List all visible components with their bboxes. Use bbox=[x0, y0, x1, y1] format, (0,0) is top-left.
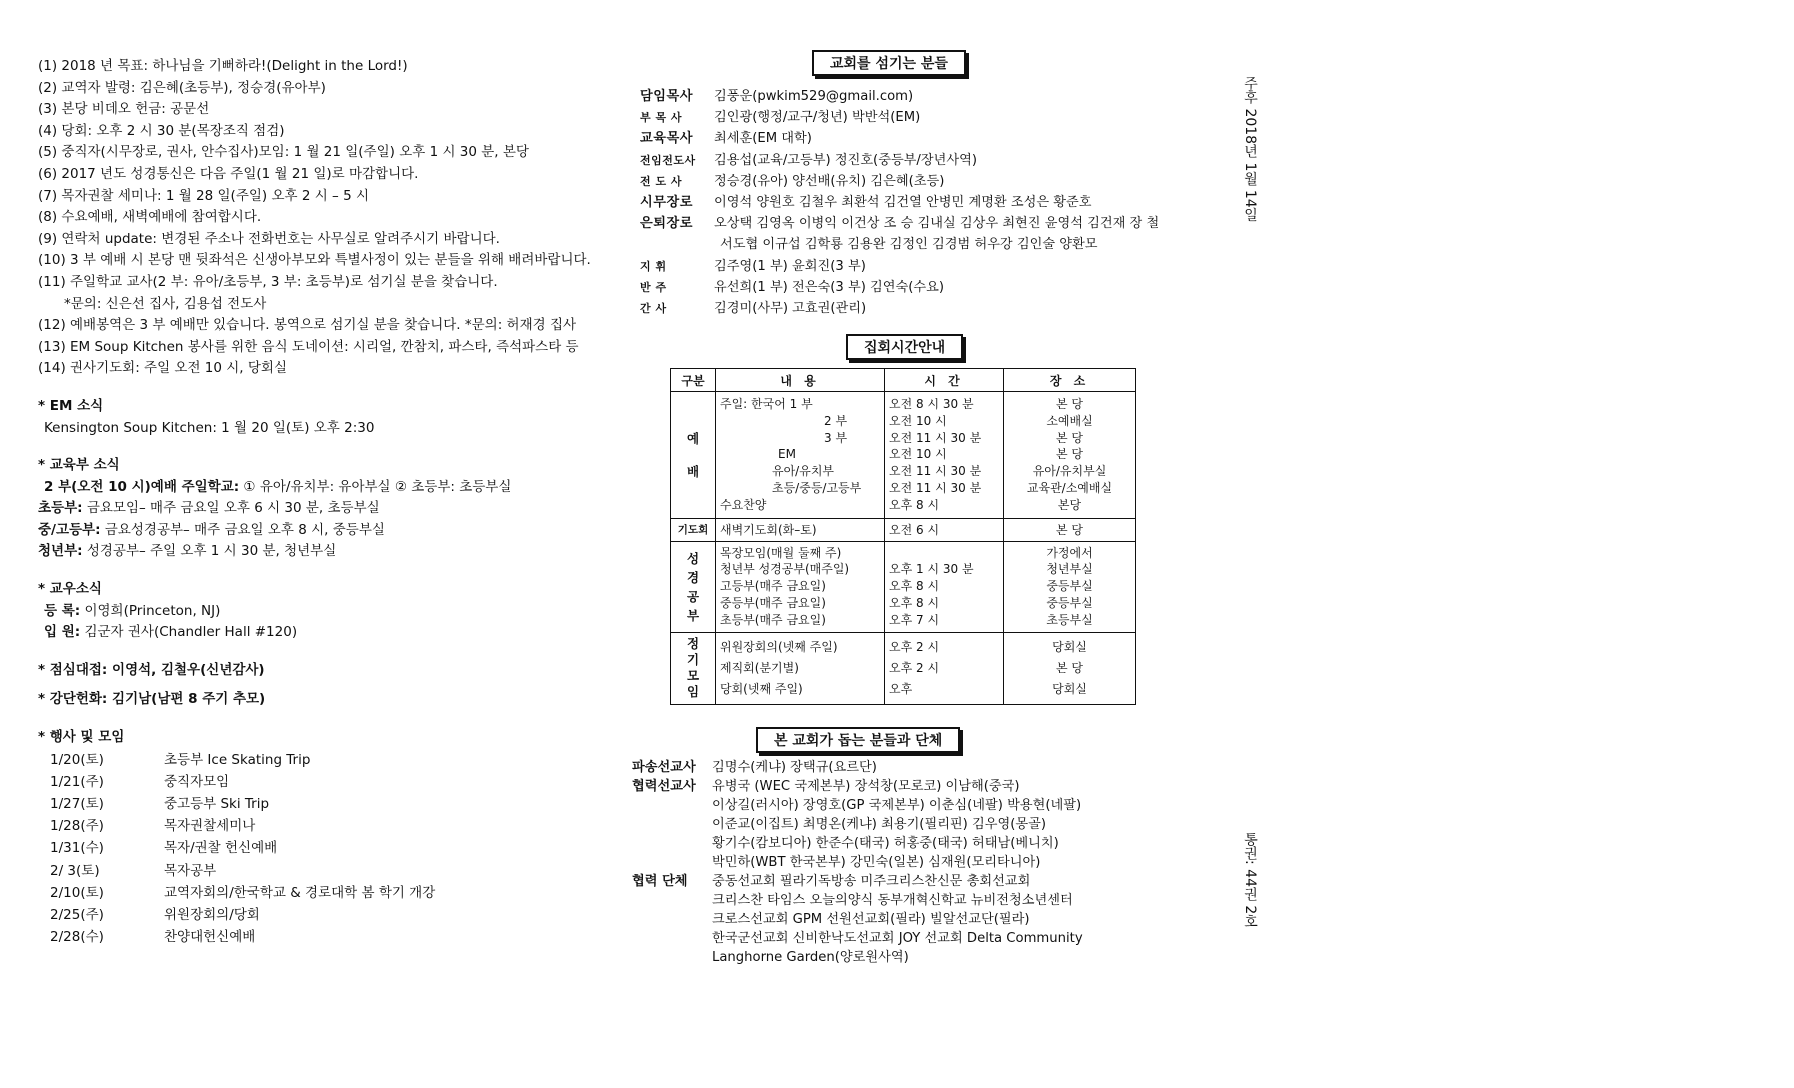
worship-content bbox=[716, 392, 885, 519]
staff-row bbox=[640, 192, 1200, 213]
dispatch-missionary-row bbox=[632, 758, 1212, 777]
edu-line-2-label: 초등부: bbox=[38, 500, 83, 517]
staff-role: 부 목 사 bbox=[640, 111, 683, 125]
bulletin-volume: 통권: 44권 2호 bbox=[1242, 832, 1258, 929]
event-row bbox=[38, 860, 598, 882]
event-date: 1/27(토) bbox=[50, 796, 104, 812]
bible-item: 중등부(매주 금요일) bbox=[720, 595, 826, 610]
event-date: 2/ 3(토) bbox=[50, 862, 100, 879]
partner-org-row bbox=[632, 910, 1212, 929]
event-date: 1/20(토) bbox=[50, 751, 104, 768]
flowers-label: * 강단헌화: bbox=[38, 691, 108, 708]
event-desc: 목자권찰세미나 bbox=[164, 818, 256, 835]
partner-missionary-label bbox=[632, 815, 712, 834]
meeting-places bbox=[1004, 632, 1136, 704]
announcement-item: (10) 3 부 예배 시 본당 맨 뒷좌석은 신생아부모와 특별사정이 있는 분들을 위해 배려바랍니다. bbox=[38, 252, 591, 269]
missions-title: 본 교회가 돕는 분들과 단체 bbox=[756, 727, 960, 753]
partner-missionary-label bbox=[632, 796, 712, 815]
meeting-time: 오후 2 시 bbox=[889, 639, 940, 654]
partner-org-item: 한국군선교회 신비한낙도선교회 JOY 선교회 Delta Community bbox=[712, 931, 1083, 946]
event-desc: 목자공부 bbox=[164, 862, 217, 879]
staff-names: 정승경(유아) 양선배(유치) 김은혜(초등) bbox=[714, 173, 945, 189]
event-desc: 중고등부 Ski Trip bbox=[164, 796, 270, 812]
staff-names: 김경미(사무) 고효권(관리) bbox=[714, 300, 867, 316]
announcement-item: (9) 연락처 update: 변경된 주소나 전화번호는 사무실로 알려주시기 바랍니다. bbox=[38, 230, 500, 247]
staff-row bbox=[640, 256, 1200, 277]
worship-item: 수요찬양 bbox=[720, 497, 767, 512]
worship-place: 유아/유치부실 bbox=[1032, 464, 1107, 479]
event-date: 1/21(주) bbox=[50, 773, 104, 790]
staff-names: 김풍운(pwkim529@gmail.com) bbox=[714, 89, 914, 104]
meeting-place: 당회실 bbox=[1052, 639, 1087, 654]
staff-names: 유선희(1 부) 전은숙(3 부) 김연숙(수요) bbox=[714, 279, 945, 295]
bible-place: 중등부실 bbox=[1046, 579, 1093, 594]
staff-role: 전 도 사 bbox=[640, 174, 683, 188]
partner-missionary-row bbox=[632, 853, 1212, 872]
staff-role: 지 휘 bbox=[640, 259, 667, 273]
bible-item: 청년부 성경공부(매주일) bbox=[720, 562, 850, 577]
flowers-value: 김기남(남편 8 주기 추모) bbox=[107, 691, 266, 708]
staff-role bbox=[640, 234, 720, 255]
bible-item: 목장모임(매월 둘째 주) bbox=[720, 545, 842, 560]
worship-item: 3 부 bbox=[824, 430, 848, 445]
staff-title: 교회를 섬기는 분들 bbox=[812, 50, 966, 76]
bible-content bbox=[716, 541, 885, 632]
event-row bbox=[38, 749, 598, 771]
header-content: 내 용 bbox=[716, 369, 885, 392]
dispatch-missionary-item: 김명수(케냐) 장택규(요르단) bbox=[712, 760, 877, 775]
announcement-item: (3) 본당 비데오 헌금: 공문선 bbox=[38, 101, 210, 118]
bible-places bbox=[1004, 541, 1136, 632]
dispatch-missionary-label: 파송선교사 bbox=[632, 760, 696, 775]
members-news-title: * 교우소식 bbox=[38, 581, 102, 598]
worship-place: 본당 bbox=[1057, 497, 1082, 512]
staff-role: 교육목사 bbox=[640, 131, 693, 147]
dawn-time: 오전 6 시 bbox=[885, 518, 1004, 541]
worship-item: EM bbox=[778, 447, 796, 462]
worship-time: 오전 10 시 bbox=[889, 413, 947, 428]
announcement-item: (1) 2018 년 목표: 하나님을 기뻐하라!(Delight in the Lord!) bbox=[38, 58, 408, 74]
event-row bbox=[38, 882, 598, 904]
edu-line-3-text: 금요성경공부– 매주 금요일 오후 8 시, 중등부실 bbox=[100, 521, 385, 538]
dawn-place: 본 당 bbox=[1004, 518, 1136, 541]
event-desc: 목자/권찰 헌신예배 bbox=[164, 840, 278, 857]
staff-names: 김인광(행정/교구/청년) 박반석(EM) bbox=[714, 110, 921, 126]
worship-time: 오후 8 시 bbox=[889, 497, 940, 512]
staff-row bbox=[640, 213, 1200, 234]
staff-row bbox=[640, 277, 1200, 298]
em-news-line: Kensington Soup Kitchen: 1 월 20 일(토) 오후 2:30 bbox=[44, 419, 375, 436]
schedule-title: 집회시간안내 bbox=[846, 334, 963, 360]
worship-time: 오전 11 시 30 분 bbox=[889, 464, 982, 479]
partner-org-item: 중동선교회 필라기독방송 미주크리스찬신문 총회선교회 bbox=[712, 874, 1031, 889]
registration-label: 등 록: bbox=[44, 602, 81, 619]
event-desc: 찬양대헌신예배 bbox=[164, 929, 256, 946]
bible-place: 청년부실 bbox=[1046, 562, 1093, 577]
bible-time: 오후 7 시 bbox=[889, 612, 940, 627]
staff-names: 오상택 김영옥 이병익 이건상 조 승 김내실 김상우 최현진 윤영석 김건재 장 철 bbox=[714, 216, 1160, 232]
event-row bbox=[38, 771, 598, 793]
staff-names: 서도협 이규섭 김학룡 김용완 김정인 김경범 허우강 김인술 양환모 bbox=[720, 237, 1098, 253]
staff-row bbox=[640, 234, 1200, 255]
partner-org-label bbox=[632, 948, 712, 967]
schedule-table bbox=[670, 368, 1136, 705]
event-date: 2/10(토) bbox=[50, 884, 104, 901]
event-date: 1/31(수) bbox=[50, 840, 104, 857]
partner-missionary-item: 이상길(러시아) 장영호(GP 국제본부) 이춘심(네팔) 박용현(네팔) bbox=[712, 798, 1082, 813]
partner-org-label bbox=[632, 891, 712, 910]
edu-line-4-label: 청년부: bbox=[38, 543, 83, 560]
partner-missionary-label bbox=[632, 853, 712, 872]
header-time: 시 간 bbox=[885, 369, 1004, 392]
announcement-item: (11) 주일학교 교사(2 부: 유아/초등부, 3 부: 초등부)로 섬기실 분을 찾습니다. bbox=[38, 273, 498, 290]
event-row bbox=[38, 815, 598, 837]
bible-time: 오후 1 시 30 분 bbox=[889, 562, 974, 577]
header-category: 구분 bbox=[671, 369, 716, 392]
staff-row bbox=[640, 107, 1200, 128]
hospital-label: 입 원: bbox=[44, 624, 81, 641]
event-date: 2/25(주) bbox=[50, 906, 104, 923]
bible-item: 고등부(매주 금요일) bbox=[720, 579, 826, 594]
worship-time: 오전 11 시 30 분 bbox=[889, 430, 982, 445]
partner-org-label bbox=[632, 929, 712, 948]
partner-org-label bbox=[632, 910, 712, 929]
announcement-item: (12) 예배봉역은 3 부 예배만 있습니다. 봉역으로 섬기실 분을 찾습니다. *문의: 허재경 집사 bbox=[38, 317, 577, 334]
worship-place: 본 당 bbox=[1056, 397, 1083, 411]
dawn-category: 기도회 bbox=[671, 518, 716, 541]
bible-times bbox=[885, 541, 1004, 632]
em-news-title: * EM 소식 bbox=[38, 397, 104, 414]
worship-item: 2 부 bbox=[824, 413, 848, 428]
meeting-item: 제직회(분기별) bbox=[720, 660, 799, 675]
regular-meeting-row bbox=[671, 632, 1136, 704]
staff-role: 은퇴장로 bbox=[640, 216, 693, 232]
staff-role: 시무장로 bbox=[640, 194, 693, 210]
announcement-item: (8) 수요예배, 새벽예배에 참여합시다. bbox=[38, 209, 262, 226]
edu-line-2 bbox=[38, 498, 598, 520]
bible-time: 오후 8 시 bbox=[889, 595, 940, 610]
announcement-list bbox=[38, 56, 598, 380]
bible-study-row bbox=[671, 541, 1136, 632]
meeting-category: 정 기 모 임 bbox=[671, 632, 716, 704]
worship-places bbox=[1004, 392, 1136, 519]
partner-org-row bbox=[632, 948, 1212, 967]
partner-missionary-label: 협력선교사 bbox=[632, 779, 696, 794]
bible-time bbox=[889, 545, 999, 562]
staff-names: 김주영(1 부) 윤회진(3 부) bbox=[714, 258, 866, 274]
meeting-item: 위원장회의(넷째 주일) bbox=[720, 639, 838, 654]
bible-place: 가정에서 bbox=[1046, 545, 1093, 560]
event-list bbox=[38, 749, 598, 949]
worship-row bbox=[671, 392, 1136, 519]
announcement-item: *문의: 신은선 집사, 김용섭 전도사 bbox=[64, 295, 267, 312]
partner-org-item: Langhorne Garden(양로원사역) bbox=[712, 950, 909, 965]
hospital-value: 김군자 권사(Chandler Hall #120) bbox=[80, 624, 298, 641]
meeting-time: 오후 2 시 bbox=[889, 660, 940, 675]
bible-item: 초등부(매주 금요일) bbox=[720, 612, 826, 627]
partner-org-row bbox=[632, 872, 1212, 891]
meeting-place: 본 당 bbox=[1056, 660, 1083, 675]
dawn-prayer-row bbox=[671, 518, 1136, 541]
lunch-value: 이영석, 김철우(신년감사) bbox=[107, 661, 265, 678]
announcement-item: (2) 교역자 발령: 김은혜(초등부), 정승경(유아부) bbox=[38, 79, 326, 96]
meeting-time: 오후 bbox=[889, 681, 913, 696]
worship-item: 주일: 한국어 1 부 bbox=[720, 397, 813, 411]
altar-flowers bbox=[38, 689, 598, 711]
edu-line-1-label: 2 부(오전 10 시)예배 주일학교: bbox=[44, 478, 240, 495]
worship-place: 본 당 bbox=[1056, 447, 1083, 462]
worship-item: 유아/유치부 bbox=[772, 464, 835, 479]
edu-line-3-label: 중/고등부: bbox=[38, 521, 101, 538]
edu-news-title: * 교육부 소식 bbox=[38, 457, 120, 474]
partner-missionary-row bbox=[632, 834, 1212, 853]
announcement-item: (13) EM Soup Kitchen 봉사를 위한 음식 도네이션: 시리얼, 깐참치, 파스타, 즉석파스타 등 bbox=[38, 338, 579, 355]
edu-line-2-text: 금요모임– 매주 금요일 오후 6 시 30 분, 초등부실 bbox=[82, 500, 380, 517]
edu-line-4-text: 성경공부– 주일 오후 1 시 30 분, 청년부실 bbox=[82, 543, 337, 560]
events-title: * 행사 및 모임 bbox=[38, 729, 125, 746]
worship-item: 초등/중등/고등부 bbox=[772, 480, 862, 495]
event-row bbox=[38, 926, 598, 948]
partner-org-row bbox=[632, 929, 1212, 948]
partner-missionary-item: 박민하(WBT 한국본부) 강민숙(일본) 심재원(모리타니아) bbox=[712, 855, 1041, 870]
event-date: 2/28(수) bbox=[50, 929, 104, 946]
announcement-item: (5) 중직자(시무장로, 권사, 안수집사)모임: 1 월 21 일(주일) 오후 1 시 30 분, 본당 bbox=[38, 144, 529, 161]
bible-place: 중등부실 bbox=[1046, 595, 1093, 610]
staff-names: 김용섭(교육/고등부) 정진호(중등부/장년사역) bbox=[714, 152, 977, 168]
event-desc: 중직자모임 bbox=[164, 773, 230, 790]
announcements-column bbox=[38, 56, 598, 948]
partner-missionary-row bbox=[632, 815, 1212, 834]
partner-missionary-item: 황기수(캄보디아) 한준수(태국) 허홍중(태국) 허태남(베니치) bbox=[712, 836, 1059, 851]
partner-org-item: 크로스선교회 GPM 선원선교회(필라) 빌알선교단(필라) bbox=[712, 912, 1030, 927]
announcement-item: (7) 목자권찰 세미나: 1 월 28 일(주일) 오후 2 시 – 5 시 bbox=[38, 187, 370, 204]
staff-role: 반 주 bbox=[640, 280, 667, 294]
staff-list bbox=[640, 86, 1200, 319]
header-place: 장 소 bbox=[1004, 369, 1136, 392]
lunch-host bbox=[38, 660, 598, 682]
member-hospital bbox=[38, 622, 598, 644]
partner-missionary-item: 유병국 (WEC 국제본부) 장석창(모로코) 이남해(중국) bbox=[712, 779, 1020, 794]
edu-line-4 bbox=[38, 541, 598, 563]
event-desc: 교역자회의/한국학교 & 경로대학 봄 학기 개강 bbox=[164, 884, 436, 901]
worship-place: 소예배실 bbox=[1046, 413, 1093, 428]
registration-value: 이영희(Princeton, NJ) bbox=[80, 602, 221, 619]
announcement-item: (6) 2017 년도 성경통신은 다음 주일(1 월 21 일)로 마감합니다. bbox=[38, 165, 419, 182]
event-date: 1/28(주) bbox=[50, 818, 104, 835]
staff-row bbox=[640, 86, 1200, 107]
bulletin-date: 주후 2018년 1월 14일 bbox=[1242, 76, 1258, 222]
worship-time: 오전 10 시 bbox=[889, 447, 947, 462]
missions-list bbox=[632, 758, 1212, 967]
meeting-place: 당회실 bbox=[1052, 681, 1087, 696]
staff-row bbox=[640, 171, 1200, 192]
edu-line-3 bbox=[38, 520, 598, 542]
lunch-label: * 점심대접: bbox=[38, 661, 108, 678]
staff-names: 최세훈(EM 대학) bbox=[714, 131, 812, 147]
bible-time: 오후 8 시 bbox=[889, 579, 940, 594]
staff-role: 전임전도사 bbox=[640, 153, 696, 167]
schedule-header-row bbox=[671, 369, 1136, 392]
event-row bbox=[38, 793, 598, 815]
staff-names: 이영석 양원호 김철우 최환석 김건열 안병민 계명환 조성은 황준호 bbox=[714, 194, 1092, 210]
dawn-content: 새벽기도회(화–토) bbox=[716, 518, 885, 541]
worship-times bbox=[885, 392, 1004, 519]
event-desc: 위원장회의/당회 bbox=[164, 906, 260, 923]
staff-row bbox=[640, 150, 1200, 171]
member-registration bbox=[38, 601, 598, 623]
worship-time: 오전 8 시 30 분 bbox=[889, 397, 974, 411]
edu-line-1-text: ① 유아/유치부: 유아부실 ② 초등부: 초등부실 bbox=[239, 478, 512, 495]
worship-category: 예 배 bbox=[671, 392, 716, 519]
staff-role: 담임목사 bbox=[640, 89, 693, 104]
staff-row bbox=[640, 128, 1200, 149]
meeting-times bbox=[885, 632, 1004, 704]
partner-org-item: 크리스찬 타임스 오늘의양식 동부개혁신학교 뉴비전청소년센터 bbox=[712, 893, 1073, 908]
announcement-item: (14) 권사기도회: 주일 오전 10 시, 당회실 bbox=[38, 360, 288, 377]
worship-place: 본 당 bbox=[1056, 430, 1083, 445]
event-row bbox=[38, 904, 598, 926]
partner-missionary-row bbox=[632, 777, 1212, 796]
meeting-content bbox=[716, 632, 885, 704]
edu-line-1 bbox=[38, 477, 598, 499]
partner-missionary-item: 이준교(이집트) 최명온(케냐) 최용기(필리핀) 김우영(몽골) bbox=[712, 817, 1046, 832]
event-row bbox=[38, 837, 598, 859]
staff-role: 간 사 bbox=[640, 301, 667, 315]
worship-place: 교육관/소예배실 bbox=[1026, 480, 1113, 495]
worship-time: 오전 11 시 30 분 bbox=[889, 480, 982, 495]
partner-org-row bbox=[632, 891, 1212, 910]
partner-missionary-row bbox=[632, 796, 1212, 815]
event-desc: 초등부 Ice Skating Trip bbox=[164, 751, 311, 768]
meeting-item: 당회(넷째 주일) bbox=[720, 681, 803, 696]
staff-row bbox=[640, 298, 1200, 319]
partner-org-label: 협력 단체 bbox=[632, 874, 688, 889]
bible-category: 성 경 공 부 bbox=[671, 541, 716, 632]
announcement-item: (4) 당회: 오후 2 시 30 분(목장조직 점검) bbox=[38, 122, 285, 139]
bible-place: 초등부실 bbox=[1046, 612, 1093, 627]
partner-missionary-label bbox=[632, 834, 712, 853]
